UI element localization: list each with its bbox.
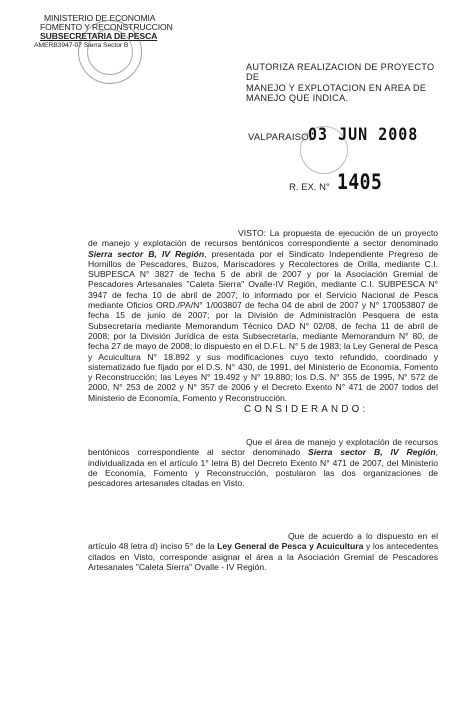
considerando-1-sector-name: Sierra sector B, IV Región — [308, 447, 436, 458]
title-line-1: AUTORIZA REALIZACION DE PROYECTO DE — [246, 62, 435, 83]
considerando-2-body: y los antecedentes citados en Visto, corresponde asignar el área a la Asociación Gremial de Pescadores Artesanales "Caleta Sierra" Ovalle - IV Región. — [88, 541, 438, 572]
title-line-3: MANEJO QUE INDICA. — [246, 93, 349, 104]
title-line-2: MANEJO Y EXPLOTACION EN AREA DE — [246, 82, 427, 93]
date-stamp-text: 03 JUN 2008 — [308, 123, 419, 145]
visto-intro: VISTO: La propuesta de ejecución de un proyecto de manejo y explotación de recursos bentónicos correspondiente a sector denominado — [88, 228, 438, 249]
resolution-title — [246, 62, 446, 104]
place-label: VALPARAISO, — [248, 132, 312, 143]
considerando-paragraph-1 — [88, 437, 438, 488]
considerando-2-law-name: Ley General de Pesca y Acuicultura — [217, 541, 364, 552]
considerando-1-body: , individualizada en el artículo 1° letra B) del Decreto Exento N° 471 de 2007, del Ministerio de Economía, Fomento y Reconstrucción, postularon las dos organizaciones de pescadores artesanales citadas en Visto. — [88, 447, 438, 489]
resolution-number: 1405 — [337, 169, 383, 196]
official-seal-stamp — [78, 20, 142, 84]
header-subsecretaria: SUBSECRETARIA DE PESCA — [40, 31, 158, 41]
header-reference-code: AMERB3947-07 Sierra Sector B — [34, 42, 129, 49]
visto-paragraph — [88, 228, 438, 403]
header-ministry-sub: FOMENTO Y RECONSTRUCCION — [40, 22, 173, 32]
header-ministry: MINISTERIO DE ECONOMIA — [44, 13, 156, 23]
considerando-heading: CONSIDERANDO: — [244, 404, 369, 415]
considerando-1-intro: Que el área de manejo y explotación de recursos bentónicos correspondiente al sector denominado — [88, 437, 438, 458]
visto-sector-name: Sierra sector B, IV Región — [88, 248, 205, 259]
considerando-paragraph-2 — [88, 531, 438, 572]
visto-body: , presentada por el Sindicato Independiente Pregreso de Hornillos de Pescadores, Buzos, Mariscadores y Recolectores de Orilla, mediante C.I. SUBPESCA N° 3827 de fecha 5 de abril de 2007 y por la Asociación Gremial de Pescadores Artesanales "Caleta Sierra" Ovalle-IV Región, mediante C.I. SUBPESCA N° 3947 de fecha 10 de abril de 2007; lo informado por el Servicio Nacional de Pesca mediante Oficios ORD./PA/N° 1/003807 de fecha 04 de abril de 2007 y N° 170053807 de fecha 15 de junio de 2007; por la División de Administración Pesquera de esta Subsecretaría mediante Memorandum Técnico DAD N° 02/08, de fecha 11 de abril de 2008; por la División Jurídica de esta Subsecretaría, mediante Memorandum N° 80, de fecha 27 de mayo de 2008; lo dispuesto en el D.F.L. N° 5 de 1983; la Ley General de Pesca y Acuicultura N° 18.892 y sus modificaciones cuyo texto refundido, coordinado y sistematizado fue fijado por el D.S. N° 430, de 1991, del Ministerio de Economía, Fomento y Reconstrucción; las Leyes N° 19.492 y N° 19.880; los D.S. N° 355 de 1995, N° 572 de 2000, N° 253 de 2002 y N° 357 de 2006 y el Decreto Exento N° 471 de 2007 todos del Ministerio de Economía, Fomento y Reconstrucción. — [88, 248, 439, 403]
resolution-number-label: R. EX. N° — [289, 182, 330, 193]
considerando-2-intro: Que de acuerdo a lo dispuesto en el artículo 48 letra d) inciso 5° de la — [88, 531, 438, 552]
